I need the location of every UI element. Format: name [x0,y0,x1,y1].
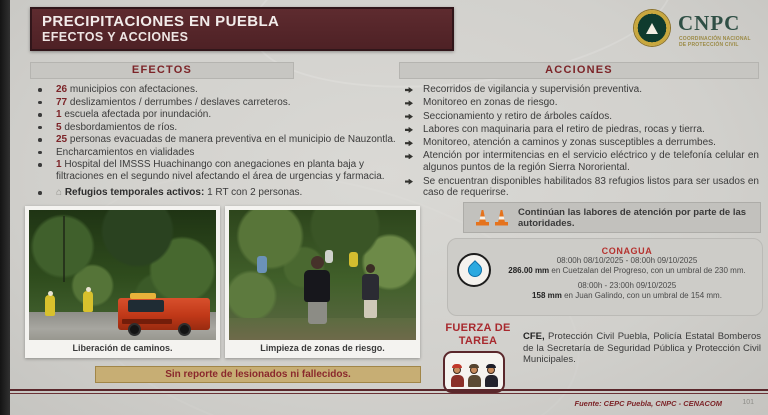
traffic-cones-icon [476,210,508,226]
cnpc-subtitle-line1: COORDINACIÓN NACIONAL [679,36,751,42]
refugios-value: 1 RT con 2 personas. [204,187,303,198]
drop-glyph [465,260,485,280]
photo-risk-zone-cleanup [229,210,416,340]
firefighter-icon [450,366,464,387]
conagua-panel [447,238,763,316]
task-force-text: Protección Civil Puebla, Policía Estatal Bomberos de la Secretaría de Seguridad Pública y Protección Civil Municipales. [523,331,761,365]
list-item [403,97,759,109]
list-item [34,159,396,182]
head [311,256,324,269]
effect-count: 1 [56,109,62,120]
slide-subtitle: EFECTOS Y ACCIONES [42,30,189,44]
list-item [403,150,759,174]
cnpc-subtitle-line2: DE PROTECCIÓN CIVIL [679,42,739,48]
traffic-cone-icon [495,210,508,226]
shelter-icon: ⌂ [56,187,63,198]
pointer-bullet-icon [405,179,413,185]
photo-road-clearing [29,210,216,340]
action-text: Monitoreo en zonas de riesgo. [423,97,558,109]
bottom-rule [10,389,768,391]
fuerza-line2: TAREA [458,334,498,347]
list-item [403,137,759,149]
pointer-bullet-icon [405,87,413,93]
officer-figure [303,256,331,326]
rescuer-figure [45,295,55,316]
fuerza-de-tarea-label [435,322,521,347]
helmet [452,364,462,368]
title-banner [30,7,454,51]
pointer-bullet-icon [405,127,413,133]
list-item [34,134,396,146]
efectos-header: EFECTOS [30,62,294,79]
effect-count: 77 [56,96,68,108]
cnpc-logo [634,9,760,51]
photo-caption: Liberación de caminos. [72,343,173,353]
traffic-cone-icon [476,210,489,226]
task-force-icon [443,351,505,393]
pointer-bullet-icon [405,140,413,146]
action-text: Seccionamiento y retiro de árboles caídos. [423,110,612,122]
effect-text: Encharcamientos en vialidades [56,146,195,158]
helmet [486,364,496,368]
bullet-icon [38,138,42,142]
video-edge-bar [0,0,10,415]
truck-windshield [128,300,164,312]
effect-text: personas evacuadas de manera preventiva en el municipio de Nauzontla. [69,134,396,145]
list-item [34,122,396,134]
action-text: Se encuentran disponibles habilitados 83 refugios listos para ser usados en caso de requerirse. [423,175,759,199]
acciones-header: ACCIONES [399,62,759,79]
reading-value: 286.00 mm [508,266,550,275]
page-number: 101 [742,399,754,406]
police-icon [484,366,498,387]
officer-figure [360,264,380,320]
cnpc-emblem-icon [634,10,670,46]
task-force-cfe: CFE, [523,331,545,342]
helmet [469,364,479,368]
refugios-label: Refugios temporales activos: [64,187,205,198]
head [366,264,375,273]
bullet-icon [38,163,42,167]
list-item [34,84,396,96]
rescuer-figure [83,291,93,312]
task-force-members [523,331,761,366]
effect-text: Hospital del IMSSS Huachinango con anegaciones en planta baja y filtraciones en el segundo nivel afectando el área de urgencias y farmacia. [56,159,385,182]
body [362,274,379,300]
photo-caption: Limpieza de zonas de riesgo. [260,343,385,353]
photo-frame-left [25,206,220,358]
bullet-icon [38,151,42,155]
notice-text: Continúan las labores de atención por parte de las autoridades. [518,206,747,229]
conagua-period-1: 08:00h 08/10/2025 - 08:00h 09/10/2025 [556,256,698,265]
body [468,375,481,387]
truck-grille [122,319,172,324]
effect-text: municipios con afectaciones. [69,84,198,95]
list-item [403,84,759,96]
effect-text: desbordamientos de ríos. [64,121,178,133]
source-note: Fuente: CEPC Puebla, CNPC - CENACOM [574,399,722,408]
no-casualties-banner: Sin reporte de lesionados ni fallecidos. [95,366,421,383]
list-item [403,176,759,200]
bullet-icon [38,88,42,92]
truck-wheel [178,323,191,336]
vest [304,270,330,302]
action-text: Atención por intermitencias en el servicio eléctrico y de telefonía celular en algunos puntos de la región Sierra Nororiental. [423,150,759,174]
action-text: Monitoreo, atención a caminos y zonas susceptibles a derrumbes. [423,137,716,149]
effect-text: deslizamientos / derrumbes / deslaves carreteros. [69,96,291,108]
list-item [34,97,396,109]
legs [308,302,327,324]
list-item [403,111,759,123]
acciones-list [403,84,759,201]
truck-wheel [128,323,141,336]
background-figure [257,256,267,273]
effect-text: escuela afectada por inundación. [64,109,212,120]
effect-count: 25 [56,134,68,145]
reading-detail: en Cuetzalan del Progreso, con un umbral de 230 mm. [549,266,746,275]
list-item [34,109,396,121]
conagua-readings [500,239,754,301]
pointer-bullet-icon [405,114,413,120]
bottom-rule [10,393,768,394]
list-item [403,124,759,136]
background-figure [349,252,358,267]
reading-detail: en Juan Galindo, con un umbral de 154 mm. [561,291,722,300]
conagua-reading-2 [500,291,754,301]
reading-value: 158 mm [532,291,562,300]
fire-truck [118,286,210,334]
cnpc-acronym: CNPC [678,11,741,35]
effect-count: 26 [56,84,68,95]
efectos-list [34,84,396,200]
photo-strip [25,206,420,358]
slide-title: PRECIPITACIONES EN PUEBLA [42,13,280,30]
pointer-bullet-icon [405,100,413,106]
bullet-icon [38,126,42,130]
bullet-icon [38,101,42,105]
civil-protection-triangle-icon [646,23,658,34]
action-text: Labores con maquinaria para el retiro de piedras, rocas y tierra. [423,123,705,135]
action-text: Recorridos de vigilancia y supervisión preventiva. [423,84,642,95]
utility-pole [63,216,65,282]
conagua-title: CONAGUA [601,246,653,256]
bullet-icon [38,191,42,195]
legs [364,300,377,318]
conagua-reading-1 [500,266,754,276]
bullet-icon [38,113,42,117]
effect-count: 1 [56,159,62,170]
pointer-bullet-icon [405,153,413,159]
authorities-notice [463,202,761,233]
body [485,375,498,387]
effect-count: 5 [56,121,62,133]
list-item [34,147,396,159]
cnpc-subtitle [679,36,765,48]
rescuer-icon [467,366,481,387]
refugios-item [34,187,396,199]
body [451,375,464,387]
photo-frame-right [225,206,420,358]
fuerza-line1: FUERZA DE [445,322,511,334]
truck-lightbar [130,293,156,299]
conagua-period-2: 08:00h - 23:00h 09/10/2025 [577,281,677,290]
water-drop-icon [457,253,491,287]
